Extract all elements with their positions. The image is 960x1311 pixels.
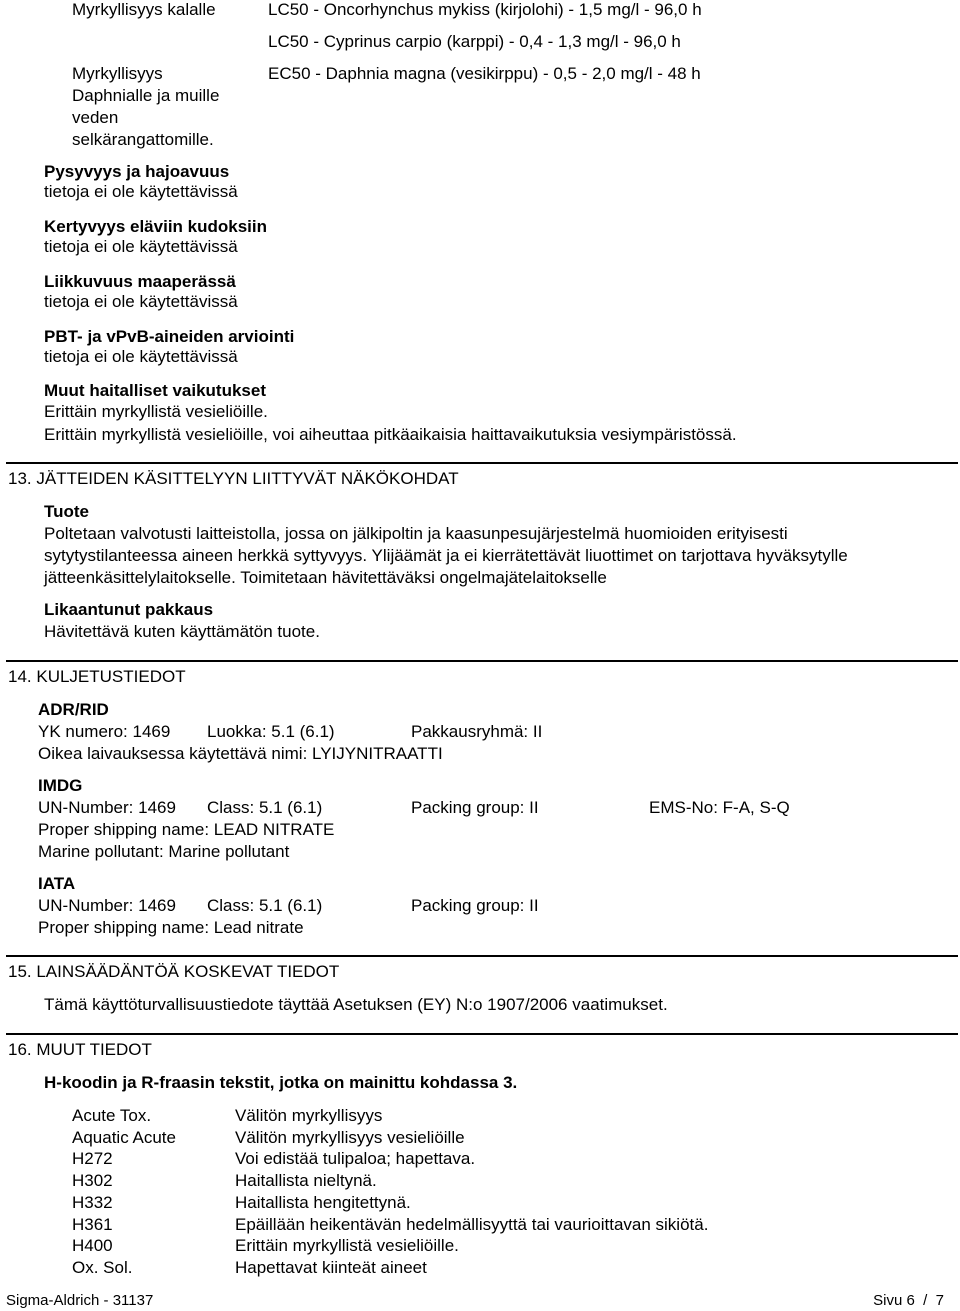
iata-class: Class: 5.1 (6.1) (207, 896, 323, 915)
h-code-subtitle: H-koodin ja R-fraasin tekstit, jotka on mainittu kohdassa 3. (44, 1073, 518, 1092)
persistence-title: Pysyvyys ja hajoavuus (44, 162, 230, 181)
section-15-heading: 15. LAINSÄÄDÄNTÖÄ KOSKEVAT TIEDOT (8, 962, 340, 981)
iata-packing-group: Packing group: II (411, 896, 539, 915)
h-code: Acute Tox. (72, 1106, 152, 1125)
footer-page-number: Sivu 6 / 7 (873, 1292, 944, 1309)
pbt-text: tietoja ei ole käytettävissä (44, 347, 238, 366)
iata-un-number: UN-Number: 1469 (38, 896, 176, 915)
daphnia-toxicity-label-2: Daphnialle ja muille (72, 86, 220, 105)
imdg-class: Class: 5.1 (6.1) (207, 798, 323, 817)
imdg-title: IMDG (38, 776, 83, 795)
imdg-shipping-name: Proper shipping name: LEAD NITRATE (38, 820, 335, 839)
adr-shipping-name: Oikea laivauksessa käytettävä nimi: LYIJYNITRAATTI (38, 744, 443, 763)
h-code-text: Erittäin myrkyllistä vesieliöille. (235, 1236, 459, 1255)
h-code: H361 (72, 1215, 113, 1234)
other-effects-line-2: Erittäin myrkyllistä vesieliöille, voi aiheuttaa pitkäaikaisia haittavaikutuksia vesiympäristössä. (44, 425, 737, 444)
daphnia-toxicity-label-3: veden (72, 108, 119, 127)
section-13-heading: 13. JÄTTEIDEN KÄSITTELYYN LIITTYVÄT NÄKÖKOHDAT (8, 469, 459, 488)
h-code-text: Haitallista hengitettynä. (235, 1193, 411, 1212)
section-14-heading: 14. KULJETUSTIEDOT (8, 667, 186, 686)
h-code-text: Hapettavat kiinteät aineet (235, 1258, 427, 1277)
iata-shipping-name: Proper shipping name: Lead nitrate (38, 918, 304, 937)
section-15-text: Tämä käyttöturvallisuustiedote täyttää Asetuksen (EY) N:o 1907/2006 vaatimukset. (44, 995, 668, 1014)
adr-un-number: YK numero: 1469 (38, 722, 171, 741)
mobility-title: Liikkuvuus maaperässä (44, 272, 236, 291)
section-16-heading: 16. MUUT TIEDOT (8, 1040, 152, 1059)
fish-toxicity-value-2: LC50 - Cyprinus carpio (karppi) - 0,4 - 1,3 mg/l - 96,0 h (268, 32, 681, 51)
iata-title: IATA (38, 874, 76, 893)
h-code: Aquatic Acute (72, 1128, 176, 1147)
h-code: H332 (72, 1193, 113, 1212)
product-line-3: jätteenkäsittelylaitokselle. Toimitetaan hävitettäväksi ongelmajätelaitokselle (44, 568, 607, 587)
imdg-packing-group: Packing group: II (411, 798, 539, 817)
persistence-text: tietoja ei ole käytettävissä (44, 182, 238, 201)
h-code: H272 (72, 1149, 113, 1168)
daphnia-toxicity-label-1: Myrkyllisyys (72, 64, 163, 83)
section-14-rule (6, 660, 958, 662)
imdg-un-number: UN-Number: 1469 (38, 798, 176, 817)
packaging-text: Hävitettävä kuten käyttämätön tuote. (44, 622, 320, 641)
daphnia-toxicity-label-4: selkärangattomille. (72, 130, 214, 149)
h-code: H400 (72, 1236, 113, 1255)
section-16-rule (6, 1033, 958, 1035)
fish-toxicity-label: Myrkyllisyys kalalle (72, 0, 216, 19)
h-code-text: Välitön myrkyllisyys vesieliöille (235, 1128, 465, 1147)
packaging-title: Likaantunut pakkaus (44, 600, 214, 619)
other-effects-title: Muut haitalliset vaikutukset (44, 381, 266, 400)
daphnia-toxicity-value: EC50 - Daphnia magna (vesikirppu) - 0,5 - 2,0 mg/l - 48 h (268, 64, 701, 83)
fish-toxicity-value-1: LC50 - Oncorhynchus mykiss (kirjolohi) - 1,5 mg/l - 96,0 h (268, 0, 702, 19)
pbt-title: PBT- ja vPvB-aineiden arviointi (44, 327, 295, 346)
imdg-ems-number: EMS-No: F-A, S-Q (649, 798, 790, 817)
mobility-text: tietoja ei ole käytettävissä (44, 292, 238, 311)
section-15-rule (6, 955, 958, 957)
h-code: Ox. Sol. (72, 1258, 133, 1277)
h-code: H302 (72, 1171, 113, 1190)
product-title: Tuote (44, 502, 90, 521)
h-code-text: Voi edistää tulipaloa; hapettava. (235, 1149, 476, 1168)
h-code-text: Epäillään heikentävän hedelmällisyyttä tai vaurioittavan sikiötä. (235, 1215, 709, 1234)
other-effects-line-1: Erittäin myrkyllistä vesieliöille. (44, 402, 268, 421)
product-line-2: sytytystilanteessa aineen herkkä syttyvyys. Ylijäämät ja ei kierrätettävät liuottimet on tarjottava hyväksytylle (44, 546, 848, 565)
adr-packing-group: Pakkausryhmä: II (411, 722, 543, 741)
section-13-rule (6, 462, 958, 464)
imdg-marine-pollutant: Marine pollutant: Marine pollutant (38, 842, 290, 861)
h-code-text: Välitön myrkyllisyys (235, 1106, 383, 1125)
product-line-1: Poltetaan valvotusti laitteistolla, jossa on jälkipoltin ja kaasunpesujärjestelmä huomioiden erityisesti (44, 524, 788, 543)
footer-company: Sigma-Aldrich - 31137 (6, 1292, 154, 1309)
bioaccumulation-text: tietoja ei ole käytettävissä (44, 237, 238, 256)
h-code-text: Haitallista nieltynä. (235, 1171, 377, 1190)
bioaccumulation-title: Kertyvyys eläviin kudoksiin (44, 217, 267, 236)
adr-class: Luokka: 5.1 (6.1) (207, 722, 335, 741)
adr-title: ADR/RID (38, 700, 109, 719)
